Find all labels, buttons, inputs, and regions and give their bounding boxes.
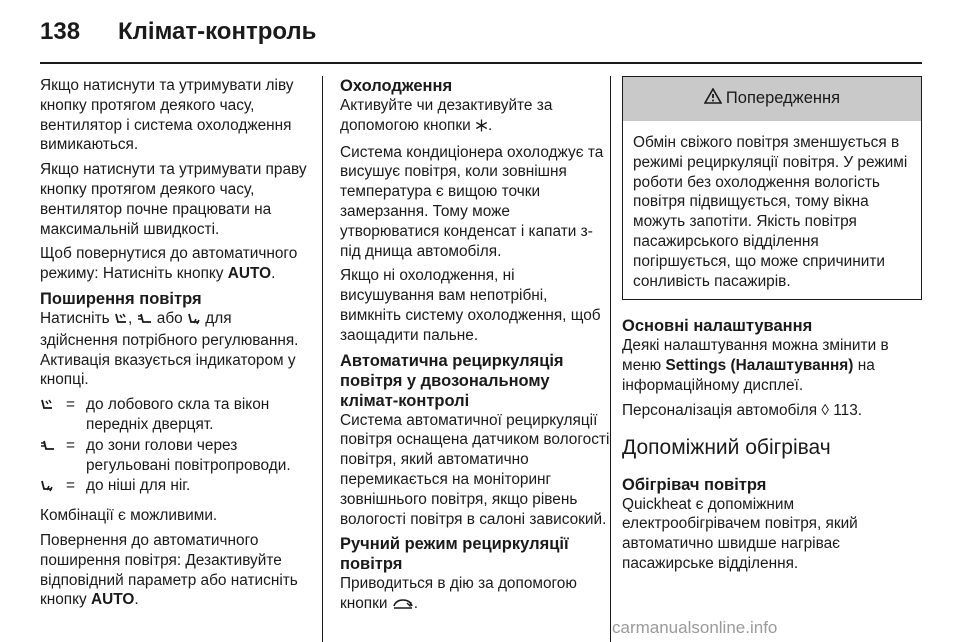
- page-reference-arrow: ◊: [821, 401, 829, 419]
- paragraph: Quickheat є допоміжним електрообігрівачем повітря, який автоматично швидше нагріває пасажирське відділення.: [622, 495, 858, 572]
- header-rule: [40, 62, 922, 64]
- windshield-airflow-icon: [40, 397, 54, 417]
- warning-title: Попередження: [725, 89, 841, 108]
- warning-body: Обмін свіжого повітря зменшується в режимі рециркуляції повітря. У режимі роботи без охолодження вологість повітря підвищується, тому вікна можуть запотіти. Якість повітря пасажирського відділення погіршується, що може спричинити сонливість пасажирів.: [633, 134, 908, 290]
- foot-airflow-icon: [40, 478, 54, 498]
- recirculation-icon: [392, 596, 414, 616]
- definition-list: [40, 395, 310, 498]
- paragraph: Якщо ні охолодження, ні висушування вам непотрібні, вимкніть систему охолодження, щоб заощадити пальне.: [340, 267, 601, 344]
- auto-key: AUTO: [91, 591, 135, 609]
- warning-triangle-icon: [704, 88, 722, 110]
- section-heading-manual-recirculation: Ручний режим рециркуляції повітря: [340, 535, 569, 574]
- head-airflow-icon: [40, 438, 56, 458]
- warning-header: [623, 77, 921, 121]
- snowflake-icon: [475, 118, 488, 138]
- settings-menu-name: Settings (Налаштування): [665, 357, 854, 375]
- section-heading-cooling: Охолодження: [340, 77, 453, 95]
- page-header: [40, 14, 920, 54]
- definition-item: = до ніші для ніг.: [40, 476, 310, 498]
- auto-key: AUTO: [227, 265, 272, 283]
- paragraph: Щоб повернутися до автоматичного режиму: Натисніть кнопку AUTO.: [40, 245, 298, 283]
- paragraph: Персоналізація автомобіля ◊ 113.: [622, 401, 863, 419]
- page-reference[interactable]: 113.: [828, 401, 863, 419]
- page-number: 138: [40, 18, 81, 45]
- paragraph: Деякі налаштування можна змінити в меню Settings (Налаштування) на інформаційному дисплеї.: [622, 337, 889, 394]
- column-divider: [322, 76, 323, 642]
- column-middle: [340, 76, 610, 621]
- definition-item: = до лобового скла та вікон передніх дверцят.: [40, 395, 310, 435]
- paragraph: Приводиться в дію за допомогою кнопки .: [340, 574, 610, 616]
- head-airflow-icon: [137, 311, 153, 331]
- chapter-heading-auxiliary-heater: Допоміжний обігрівач: [622, 435, 831, 459]
- column-left: [40, 76, 310, 615]
- paragraph: Якщо натиснути та утримувати ліву кнопку протягом деякого часу, вентилятор і система охолодження вимикаються.: [40, 77, 294, 154]
- section-heading-air-heater: Обігрівач повітря: [622, 475, 767, 494]
- paragraph: Повернення до автоматичного поширення повітря: Дезактивуйте відповідний параметр або натисніть кнопку AUTO.: [40, 531, 298, 609]
- page-title: Клімат-контроль: [118, 18, 317, 45]
- windshield-airflow-icon: [114, 311, 128, 331]
- paragraph: Комбінації є можливими.: [40, 507, 218, 525]
- watermark: carmanualsonline.info: [612, 618, 778, 637]
- foot-airflow-icon: [187, 311, 201, 331]
- section-heading-air-distribution: Поширення повітря: [40, 289, 202, 308]
- section-heading-auto-recirculation: Автоматична рециркуляція повітря у двозональному клімат-контролі: [340, 351, 564, 410]
- paragraph: Якщо натиснути та утримувати праву кнопку протягом деякого часу, вентилятор почне працювати на максимальній швидкості.: [40, 161, 307, 238]
- paragraph: Натисніть , або для здійснення потрібного регулювання. Активація вказується індикатором у кнопці.: [40, 309, 299, 389]
- column-right: [622, 76, 922, 579]
- paragraph: Активуйте чи дезактивуйте за допомогою кнопки .: [340, 96, 610, 138]
- paragraph: Система автоматичної рециркуляції повітря оснащена датчиком вологості повітря, який автоматично перемикається на моніторинг зовнішнього повітря, якщо рівень вологості повітря в салоні зависокий.: [340, 411, 610, 528]
- warning-box: [622, 76, 922, 300]
- section-heading-basic-settings: Основні налаштування: [622, 317, 813, 336]
- paragraph: Система кондиціонера охолоджує та висушує повітря, коли зовнішня температура є вищою точки замерзання. Тому може утворюватися конденсат і капати з-під днища автомобіля.: [340, 143, 604, 260]
- definition-item: = до зони голови через регульовані повітропроводи.: [40, 436, 310, 476]
- column-divider: [610, 76, 611, 642]
